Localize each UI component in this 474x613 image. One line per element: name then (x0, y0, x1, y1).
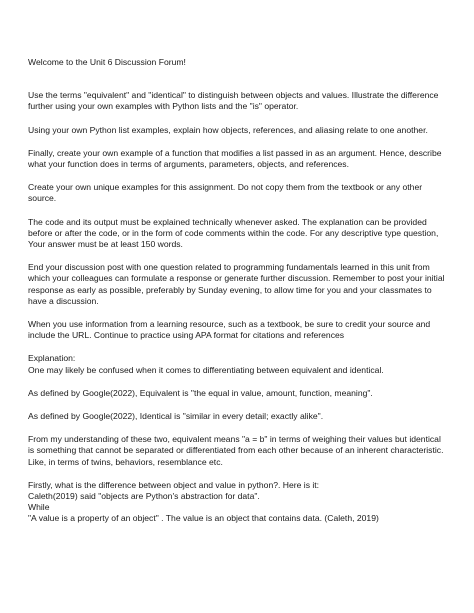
caleth-quote-objects: Caleth(2019) said "objects are Python's abstraction for data". (28, 491, 260, 502)
paragraph-unique-examples: Create your own unique examples for this assignment. Do not copy them from the textbook or any other source. (28, 182, 423, 204)
while-line: While (28, 502, 50, 513)
explanation-intro: One may likely be confused when it comes to differentiating between equivalent and identical. (28, 364, 384, 375)
object-value-question: Firstly, what is the difference between object and value in python?. Here is it: (28, 479, 320, 490)
explanation-equivalent-definition: As defined by Google(2022), Equivalent is "the equal in value, amount, function, meaning". (28, 387, 373, 398)
paragraph-citations: When you use information from a learning resource, such as a textbook, be sure to credit your source and include the URL. Continue to practice using APA format for citations and references (28, 319, 431, 341)
document-title: Welcome to the Unit 6 Discussion Forum! (28, 57, 186, 67)
caleth-quote-value: "A value is a property of an object" . The value is an object that contains data. (Caleth, 2019) (28, 513, 379, 524)
paragraph-code-explanation: The code and its output must be explained technically whenever asked. The explanation can be provided before or after the code, or in the form of code comments within the code. For any descriptive type question, Your answer must be at least 150 words. (28, 216, 439, 250)
explanation-label: Explanation: (28, 353, 76, 364)
paragraph-objects-references: Using your own Python list examples, explain how objects, references, and aliasing relate to one another. (28, 124, 428, 135)
paragraph-discussion-question: End your discussion post with one question related to programming fundamentals learned in this unit from which your colleagues can formulate a response or generate further discussion. Remember to post your initial response as early as possible, preferably by Sunday evening, to allow time for you and your classmates to have a discussion. (28, 262, 445, 306)
explanation-understanding: From my understanding of these two, equivalent means "a = b" in terms of weighing their values but identical is something that cannot be separated or differentiated from each other because of an inherent characteristic. Like, in terms of twins, behaviors, resemblance etc. (28, 434, 444, 467)
document-body (28, 57, 448, 525)
explanation-identical-definition: As defined by Google(2022), Identical is "similar in every detail; exactly alike". (28, 411, 324, 422)
paragraph-function-example: Finally, create your own example of a function that modifies a list passed in as an argument. Hence, describe what your function does in terms of arguments, parameters, objects, and references. (28, 147, 442, 170)
paragraph-equivalent-identical: Use the terms "equivalent" and "identical" to distinguish between objects and values. Illustrate the difference further using your own examples with Python lists and the "is" operator. (28, 90, 439, 112)
